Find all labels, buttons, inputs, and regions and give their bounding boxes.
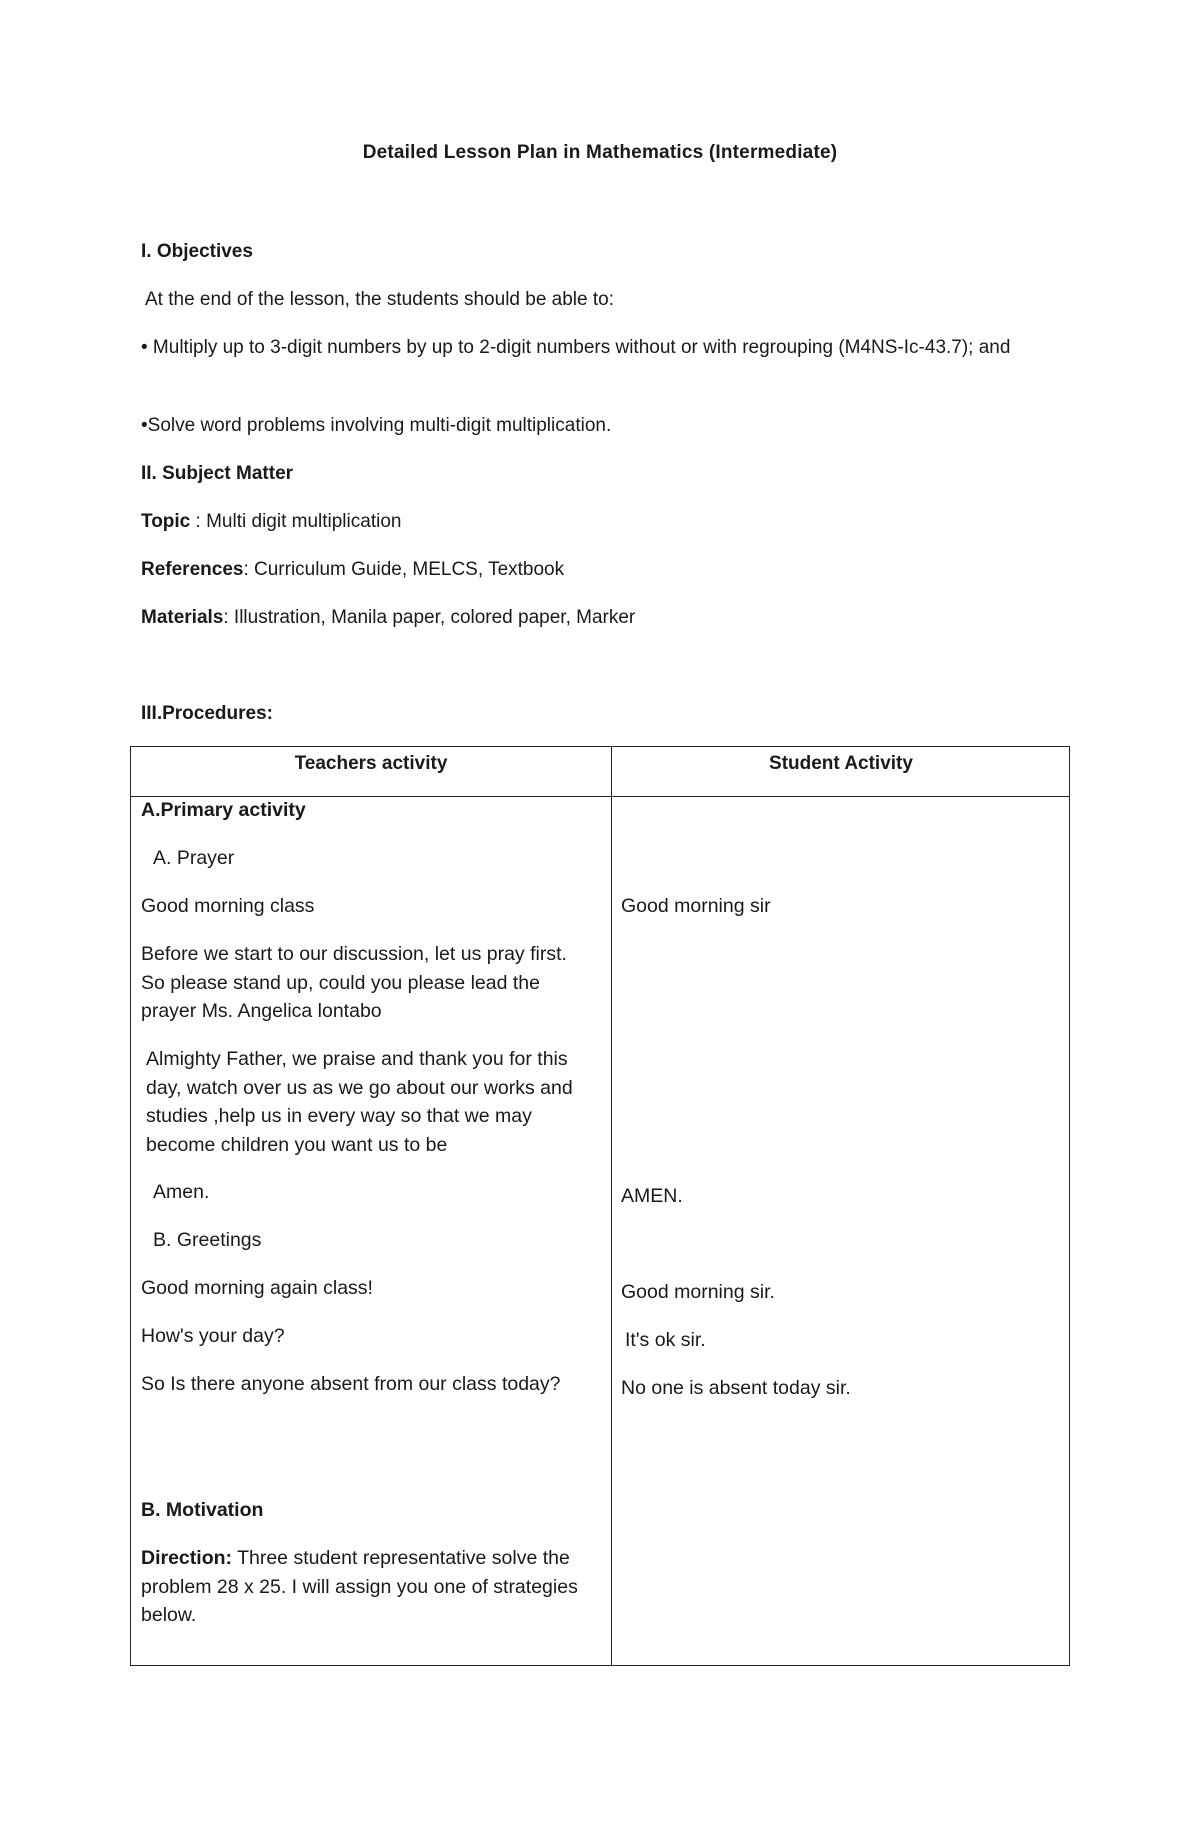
teacher-good-morning-again: Good morning again class!: [141, 1277, 373, 1299]
procedures-heading: III.Procedures:: [141, 703, 273, 724]
teacher-pray-request: Before we start to our discussion, let us pray first. So please stand up, could you please lead the prayer Ms. Angelica lontabo: [141, 943, 567, 1022]
materials-label: Materials: [141, 607, 224, 628]
references-value: : Curriculum Guide, MELCS, Textbook: [243, 559, 565, 580]
materials-line: [141, 603, 1041, 632]
objective-item-2: •Solve word problems involving multi-digit multiplication.: [141, 415, 612, 436]
page-title: Detailed Lesson Plan in Mathematics (Intermediate): [362, 142, 838, 163]
references-line: [141, 555, 1041, 584]
primary-activity-heading: A.Primary activity: [141, 799, 306, 821]
student-absent-answer: No one is absent today sir.: [621, 1377, 851, 1399]
student-hows-day: It's ok sir.: [625, 1329, 706, 1351]
teacher-good-morning: Good morning class: [141, 895, 315, 917]
direction-label: Direction:: [141, 1547, 233, 1569]
topic-value: : Multi digit multiplication: [190, 511, 402, 532]
student-good-morning-again: Good morning sir.: [621, 1281, 775, 1303]
motivation-heading: B. Motivation: [141, 1499, 264, 1521]
teacher-activity-header: Teachers activity: [294, 753, 448, 774]
procedures-table: [130, 746, 1070, 1666]
student-activity-header: Student Activity: [769, 753, 913, 774]
teacher-hows-day: How's your day?: [141, 1325, 285, 1347]
objective-item-1: • Multiply up to 3-digit numbers by up to 2-digit numbers without or with regrouping (M4NS-Ic-43.7); and: [141, 337, 1011, 358]
motivation-direction: [141, 1544, 596, 1630]
materials-value: : Illustration, Manila paper, colored paper, Marker: [223, 607, 636, 628]
prayer-label: A. Prayer: [153, 847, 235, 869]
topic-label: Topic: [141, 511, 191, 532]
teacher-prayer-text: Almighty Father, we praise and thank you for this day, watch over us as we go about our works and studies ,help us in every way so that we may become children you want us to be: [146, 1048, 573, 1156]
objectives-heading: I. Objectives: [141, 241, 253, 262]
teacher-amen: Amen.: [153, 1181, 210, 1203]
objectives-intro: At the end of the lesson, the students should be able to:: [145, 289, 614, 310]
topic-line: [141, 507, 1041, 536]
direction-text: Three student representative solve the problem 28 x 25. I will assign you one of strategies below.: [141, 1547, 578, 1626]
teacher-absent-question: So Is there anyone absent from our class today?: [141, 1373, 561, 1395]
student-good-morning: Good morning sir: [621, 895, 771, 917]
subject-matter-heading: II. Subject Matter: [141, 463, 294, 484]
greetings-label: B. Greetings: [153, 1229, 262, 1251]
references-label: References: [141, 559, 244, 580]
student-amen: AMEN.: [621, 1185, 683, 1207]
